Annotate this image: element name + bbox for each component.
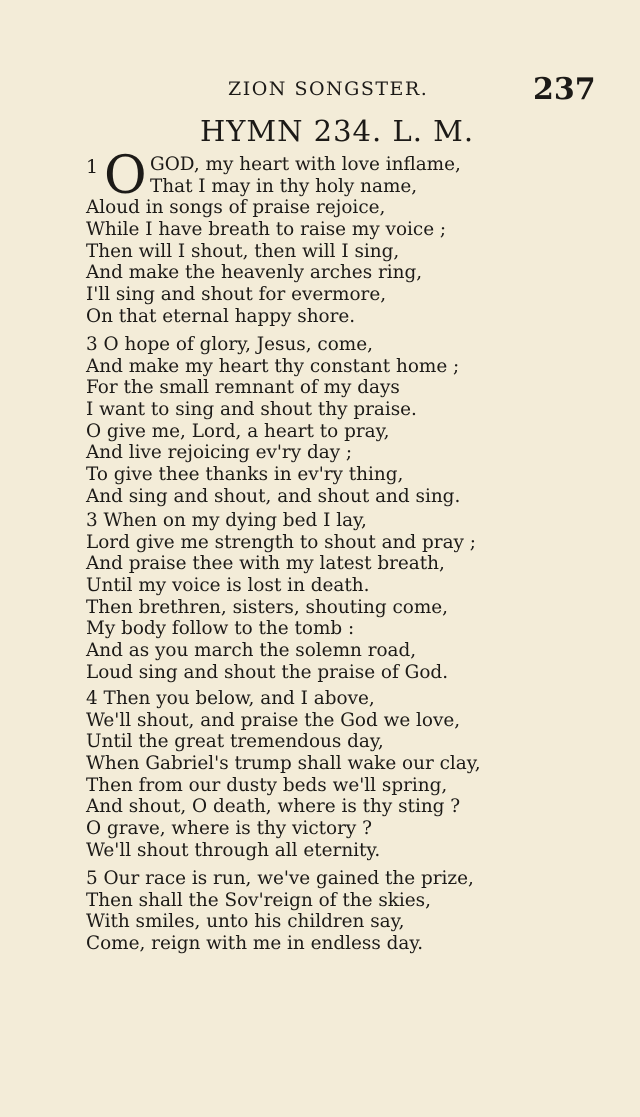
verse-2 [86,334,626,508]
verse-line: And live rejoicing ev'ry day ; [86,442,353,464]
verse-line: And shout, O death, where is thy sting ? [86,796,461,818]
verse-line: And make my heart thy constant home ; [86,355,460,377]
verse-line: Until my voice is lost in death. [86,575,370,597]
verse-line: Until the great tremendous day, [86,731,384,753]
verse-number: 1 [86,156,99,178]
verse-line: With smiles, unto his children say, [86,911,405,933]
verse-line: I want to sing and shout thy praise. [86,399,417,421]
verse-line: Then from our dusty beds we'll spring, [86,774,448,796]
verse-line: Then brethren, sisters, shouting come, [86,596,449,618]
verse-line: On that eternal happy shore. [86,305,356,327]
verse-line: 5 Our race is run, we've gained the prize, [86,868,474,889]
verse-line: To give thee thanks in ev'ry thing, [86,464,404,486]
running-head [0,72,640,112]
verse-line: And praise thee with my latest breath, [86,553,445,575]
page-number: 237 [533,72,596,107]
verse-line: We'll shout through all eternity. [86,839,381,861]
verse-line: O grave, where is thy victory ? [86,818,372,840]
verse-line: When Gabriel's trump shall wake our clay, [86,753,481,775]
verse-line: And make the heavenly arches ring, [86,262,423,284]
verse-line: And sing and shout, and shout and sing. [86,485,461,507]
verse-line: GOD, my heart with love inflame, [150,154,461,175]
verse-line: My body follow to the tomb : [86,618,355,640]
verse-line: 4 Then you below, and I above, [86,688,375,709]
running-title: ZION SONGSTER. [228,78,429,100]
verse-line: For the small remnant of my days [86,377,400,399]
verse-line: O give me, Lord, a heart to pray, [86,420,390,442]
verse-line: Loud sing and shout the praise of God. [86,661,449,683]
hymn-title: HYMN 234. L. M. [199,114,475,148]
verse-line: Come, reign with me in endless day. [86,933,424,955]
verse-line: While I have breath to raise my voice ; [86,219,447,241]
verse-line: Lord give me strength to shout and pray ; [86,531,476,553]
verse-line: Aloud in songs of praise rejoice, [86,197,386,219]
verse-4 [86,688,626,862]
verse-line: And as you march the solemn road, [86,640,417,662]
verse-3 [86,510,626,684]
verse-line: We'll shout, and praise the God we love, [86,709,461,731]
drop-cap: O [104,146,147,206]
verse-line: 3 O hope of glory, Jesus, come, [86,334,373,355]
verse-5 [86,868,626,955]
verse-line: That I may in thy holy name, [150,175,418,197]
verse-line: Then shall the Sov'reign of the skies, [86,889,431,911]
verse-line: Then will I shout, then will I sing, [86,240,400,262]
verse-line: I'll sing and shout for evermore, [86,284,387,306]
verse-1 [86,146,626,328]
verse-line: 3 When on my dying bed I lay, [86,510,367,531]
